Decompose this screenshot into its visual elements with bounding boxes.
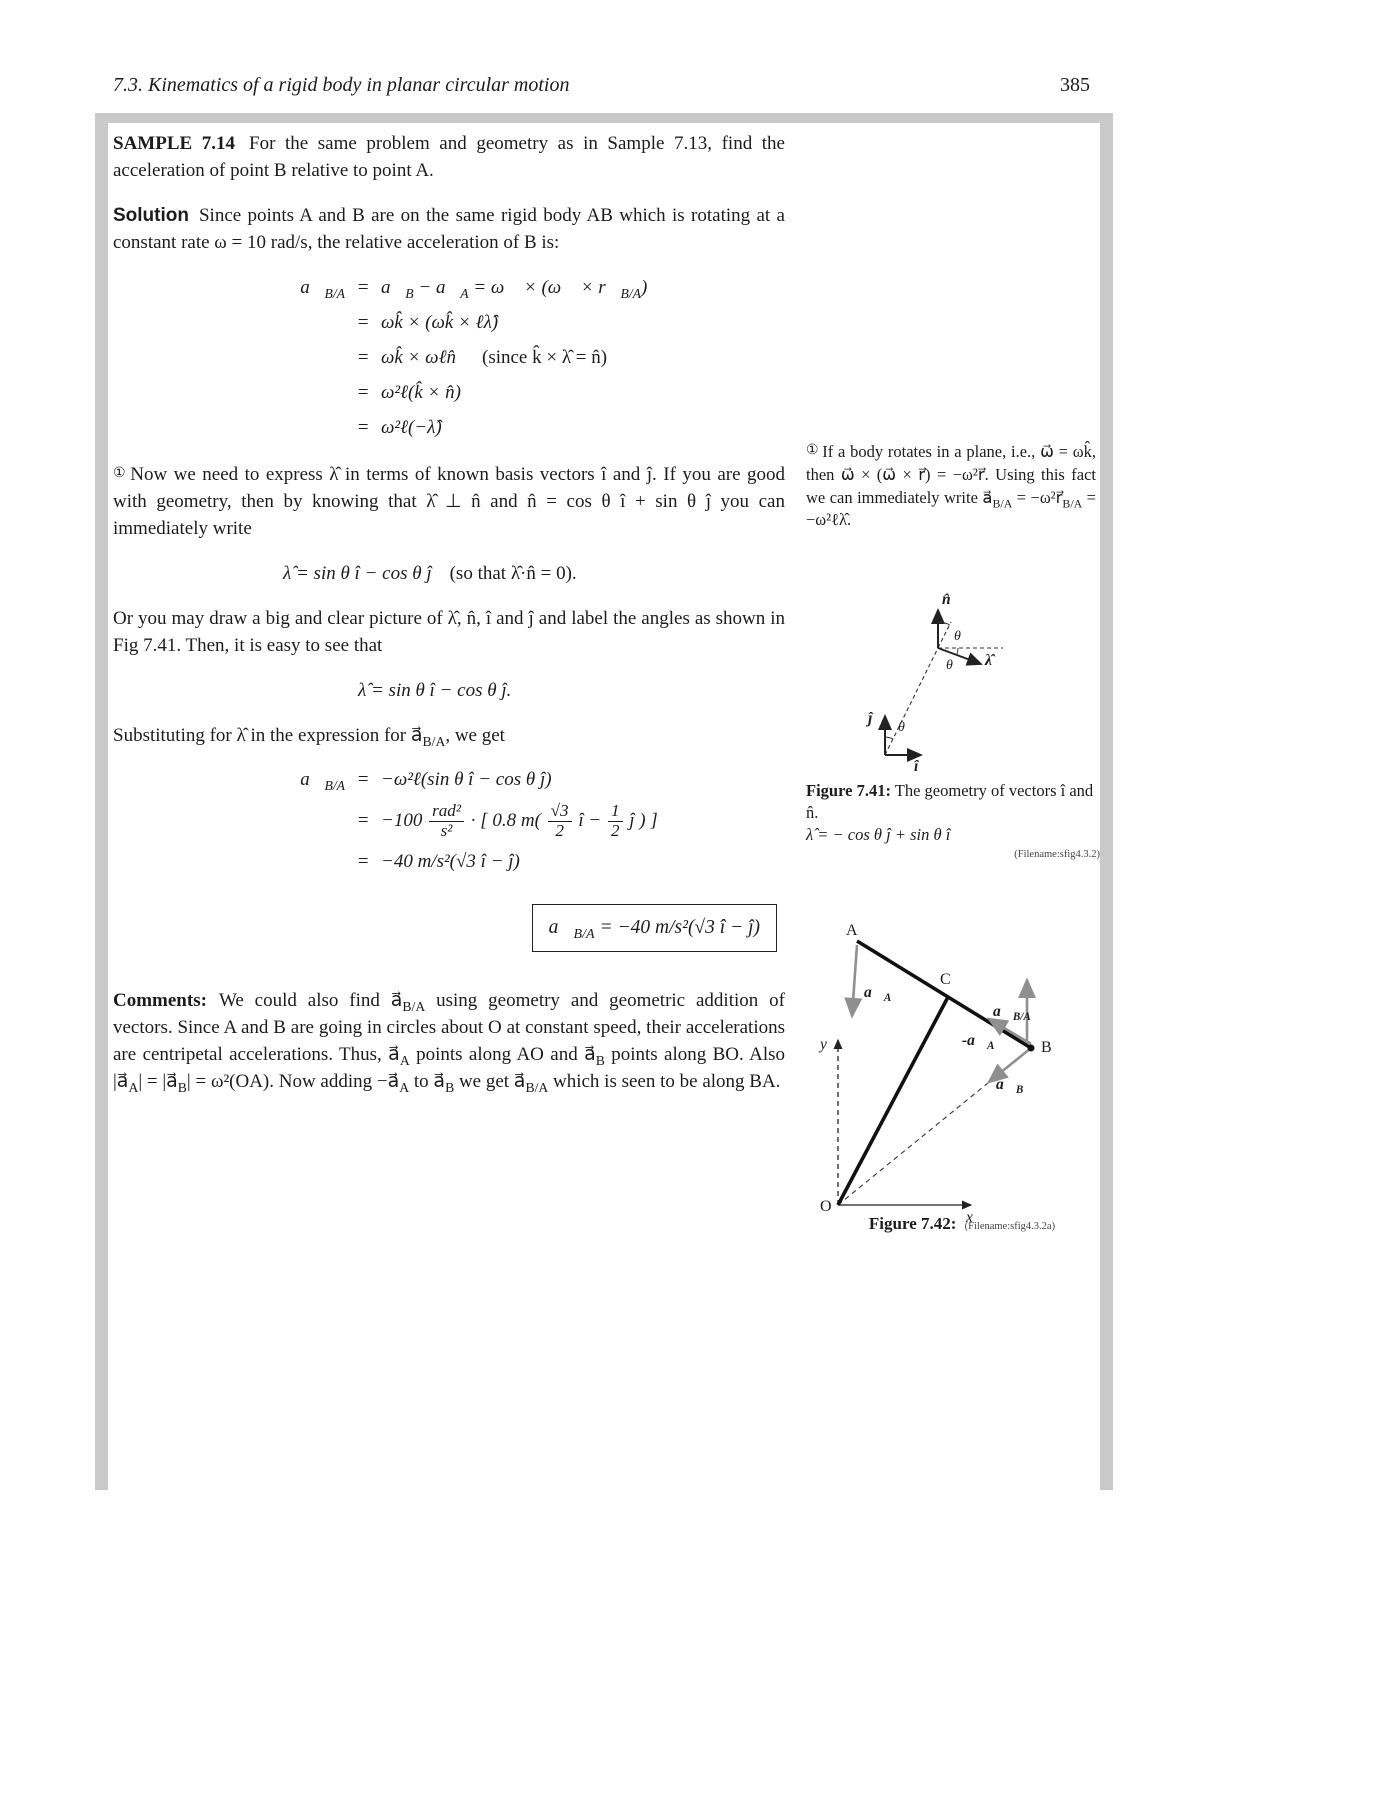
point-c-label: C [940, 971, 951, 988]
eq-side-note: (since k̂ × λ̂ = n̂) [482, 346, 608, 368]
eq-rel: = [356, 810, 370, 832]
frame-top-bar [95, 113, 1113, 123]
main-column [113, 131, 785, 1114]
equation-block-result [263, 767, 785, 876]
eq-lhs: $a⃗_{B/A}$ [300, 769, 345, 794]
basis-text: Now we need to express λ̂ in terms of known basis vectors î and ĵ. If you are good with geometry, then by knowing that λ̂ ⊥ n̂ and n̂ = cos θ î + sin θ ĵ you can immediately write [113, 463, 785, 539]
display-equation-lambda [283, 561, 785, 588]
frame-right-bar [1100, 113, 1113, 1490]
figure-741-diagram [855, 592, 1105, 782]
i-hat-label: î [914, 758, 919, 775]
eq-rel: = [356, 276, 370, 298]
sample-intro-paragraph [113, 131, 785, 185]
solution-paragraph [113, 203, 785, 257]
figure-741-filename: (Filename:sfig4.3.2) [1014, 849, 1100, 861]
eq-rel: = [356, 346, 370, 368]
section-title: 7.3. Kinematics of a rigid body in planar circular motion [113, 74, 570, 96]
theta-arc-top [938, 622, 950, 625]
display-eq-body: λ̂ = sin θ î − cos θ ĵ. [358, 679, 512, 701]
eq-rel: = [356, 381, 370, 403]
j-hat-label: ĵ [868, 710, 873, 727]
substitute-text: Substituting for λ̂ in the expression for $a⃗_{B/A}$, we get [113, 724, 505, 749]
sample-intro-text: For the same problem and geometry as in Sample 7.13, find the acceleration of point B relative to point A. [113, 133, 785, 181]
display-equation-lambda-2 [358, 678, 785, 705]
a-B-over-A-label: $a⃗_{B/A}$ [993, 1003, 1031, 1024]
eq-rel: = [356, 851, 370, 873]
eq-rel: = [356, 311, 370, 333]
eq-rhs: ω²ℓ(−λ̂) [381, 416, 442, 438]
boxed-result-equation: $a⃗_{B/A} = -40$ m/s²(√3 î − ĵ) [532, 904, 777, 952]
eq-rhs: ωk̂ × (ωk̂ × ℓλ̂) [381, 311, 499, 333]
theta-top-label: θ [954, 629, 961, 644]
figure-741-caption-equation: λ̂ = − cos θ ĵ + sin θ î [806, 824, 951, 844]
theta-arc-origin [885, 737, 893, 739]
figure-742-diagram [812, 912, 1112, 1247]
solution-text: Since points A and B are on the same rigid body AB which is rotating at a constant rate ω = 10 rad/s, the relative acceleration of B is: [113, 204, 785, 253]
equation-row [263, 767, 785, 794]
dashed-extension-line [938, 622, 951, 648]
eq-rhs: −100 $\frac{\text{rad²}}{\text{s²}}$ · [ 0.8 m( $\frac{√3}{2}$ î − $\frac{1}{2}$ ĵ ) ] [381, 801, 658, 841]
eq-rhs: −ω²ℓ(sin θ î − cos θ ĵ) [381, 769, 552, 791]
sample-label: SAMPLE 7.14 [113, 133, 236, 154]
running-head [113, 74, 1090, 97]
display-eq-note: (so that λ̂·n̂ = 0). [449, 562, 577, 584]
point-b-label: B [1041, 1039, 1052, 1056]
comments-text: We could also find $a⃗_{B/A}$ using geometry and geometric addition of vectors. Since A and B are going in circles about O at constant speed, their accelerations are centripetal accelerations. Thus, $a⃗_A$ points along AO and $a⃗_B$ points along BO. Also $|a⃗_A|$ = $|a⃗_B| = \omega^2(OA)$. Now adding $-a⃗_A$ to $a⃗_B$ we get $a⃗_{B/A}$ which is seen to be along BA. [113, 989, 785, 1095]
substitute-paragraph [113, 723, 785, 750]
figure-742-caption-label: Figure 7.42: [868, 1214, 957, 1233]
eq-rhs: $a⃗_B$ − $a⃗_A$ = ω⃗ × (ω⃗ × $r⃗_{B/A}$) [381, 276, 648, 301]
margin-footnote-text: If a body rotates in a plane, i.e., ω⃗ = ωk̂, then ω⃗ × (ω⃗ × r⃗) = −ω²r⃗. Using this fact we can immediately write $a⃗_{B/A}$ = $-\omega^2r⃗_{B/A}$ = −ω²ℓλ̂. [806, 442, 1096, 530]
frame-left-bar [95, 113, 108, 1490]
eq-rhs: ωk̂ × ωℓn̂ [381, 346, 456, 368]
a-A-arrow [852, 945, 857, 1016]
figure-741-caption-text: The geometry of vectors î and n̂. [806, 781, 1094, 822]
a-A-label: $a⃗_A$ [864, 984, 892, 1005]
equation-row [263, 345, 785, 372]
equation-row [263, 380, 785, 407]
y-axis-label: y [820, 1036, 827, 1053]
eq-rel: = [356, 769, 370, 791]
display-eq-body: λ̂ = sin θ î − cos θ ĵ [283, 562, 432, 584]
theta-arc-mid [957, 648, 958, 655]
equation-row [263, 849, 785, 876]
solution-label: Solution [113, 204, 189, 226]
footnote-marker: ① [113, 465, 128, 481]
footnote-marker: ① [806, 443, 820, 458]
eq-rel: = [356, 416, 370, 438]
picture-paragraph [113, 606, 785, 660]
line-oc [838, 997, 948, 1205]
figure-741 [855, 592, 1105, 782]
boxed-result-wrap [113, 904, 777, 952]
page-number: 385 [1060, 74, 1090, 96]
eq-rhs: −40 m/s²(√3 î − ĵ) [381, 851, 520, 873]
a-B-label: $a⃗_B$ [996, 1076, 1024, 1097]
comments-label: Comments: [113, 989, 207, 1011]
basis-paragraph [113, 462, 785, 543]
theta-origin-label: θ [898, 720, 905, 735]
figure-741-caption-label: Figure 7.41: [806, 781, 891, 800]
n-hat-label: n̂ [942, 591, 951, 608]
x-axis-label: x [966, 1209, 973, 1226]
neg-a-A-label: $-a⃗_A$ [962, 1032, 995, 1053]
comments-paragraph [113, 988, 785, 1096]
equation-row [263, 415, 785, 442]
margin-footnote [806, 441, 1096, 532]
figure-742-caption [812, 1214, 1112, 1234]
equation-row [263, 310, 785, 337]
eq-rhs: ω²ℓ(k̂ × n̂) [381, 381, 461, 403]
point-o-label: O [820, 1198, 832, 1215]
figure-742-filename: (Filename:sfig4.3.2a) [964, 1221, 1056, 1232]
equation-row [263, 275, 785, 302]
equation-block-derivation [263, 275, 785, 442]
figure-742 [812, 912, 1112, 1247]
figure-741-caption [806, 780, 1100, 862]
eq-lhs: $a⃗_{B/A}$ [300, 276, 345, 301]
point-a-label: A [846, 922, 858, 939]
lambda-hat-arrow [938, 648, 981, 664]
picture-text: Or you may draw a big and clear picture of λ̂, n̂, î and ĵ and label the angles as shown in Fig 7.41. Then, it is easy to see that [113, 607, 785, 656]
point-b-dot [1028, 1045, 1035, 1052]
lambda-hat-label: λ̂ [985, 652, 992, 669]
theta-mid-label: θ [946, 658, 953, 673]
equation-row [263, 802, 785, 841]
